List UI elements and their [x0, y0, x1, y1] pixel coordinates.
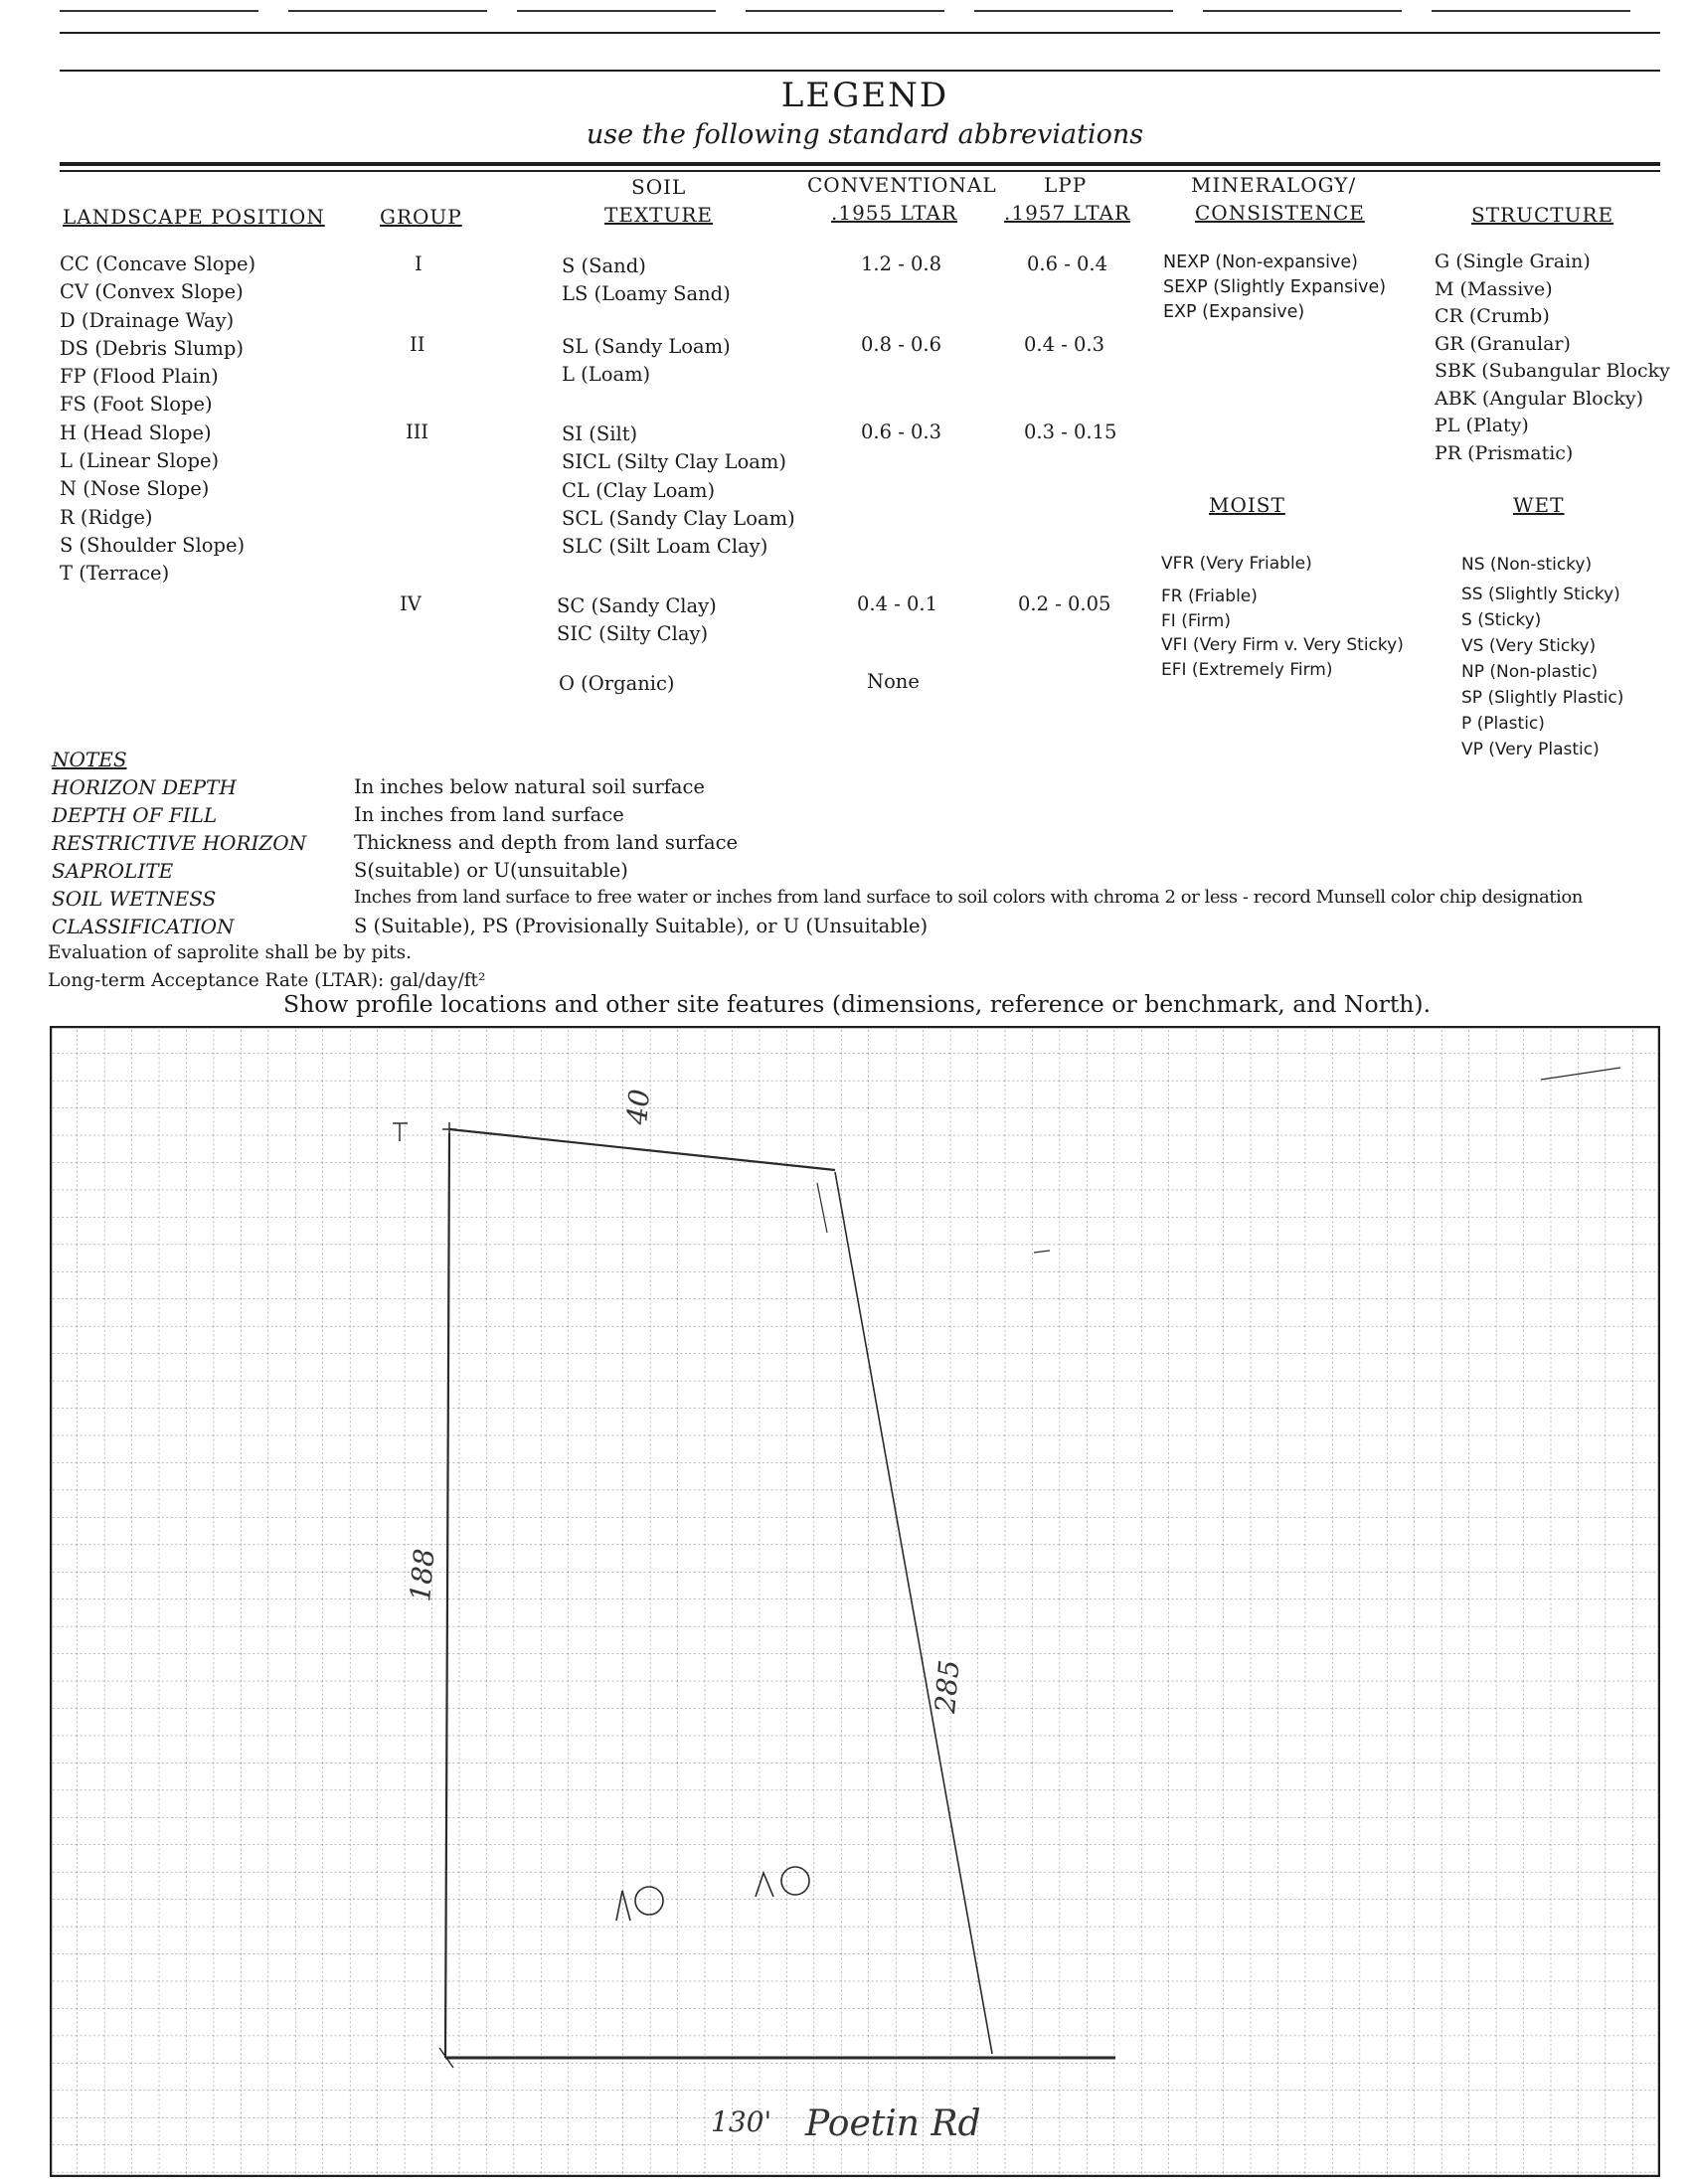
note-label: SAPROLITE	[52, 859, 174, 883]
list-item: VP (Very Plastic)	[1461, 740, 1600, 759]
header-group: GROUP	[380, 205, 462, 229]
conventional-ltar-value: 0.4 - 0.1	[857, 592, 938, 615]
note-label: DEPTH OF FILL	[52, 803, 218, 827]
texture-list	[562, 252, 731, 309]
sketch-instruction: Show profile locations and other site features (dimensions, reference or benchmark, and North).	[283, 990, 1432, 1018]
dimension-top-label: 40	[620, 1088, 657, 1126]
list-item: D (Drainage Way)	[60, 308, 235, 332]
dimension-right-label: 285	[929, 1658, 966, 1715]
grid-fill	[50, 1026, 1660, 2177]
road-label: Poetin Rd	[805, 2103, 981, 2144]
texture-organic: O (Organic)	[559, 672, 675, 695]
note-value: In inches from land surface	[354, 803, 624, 826]
conventional-ltar-value: None	[867, 670, 920, 693]
texture-list	[562, 420, 795, 561]
legend-title: LEGEND	[780, 76, 949, 115]
list-item: SI (Silt)	[562, 422, 638, 445]
note-value: S(suitable) or U(unsuitable)	[354, 859, 628, 882]
list-item: ABK (Angular Blocky)	[1435, 387, 1643, 410]
structure-list	[1435, 249, 1670, 467]
legend-subtitle: use the following standard abbreviations	[586, 119, 1144, 150]
header-consistence: CONSISTENCE	[1195, 201, 1365, 225]
header-lpp-ltar: .1957 LTAR	[1004, 201, 1131, 225]
group-label: III	[406, 420, 429, 443]
header-conventional: CONVENTIONAL	[807, 173, 997, 197]
header-soil: SOIL	[631, 175, 687, 199]
list-item: SEXP (Slightly Expansive)	[1163, 277, 1387, 297]
group-label: IV	[400, 592, 422, 615]
note-value: S (Suitable), PS (Provisionally Suitable), or U (Unsuitable)	[354, 915, 929, 937]
note-value: In inches below natural soil surface	[354, 775, 705, 798]
lpp-ltar-value: 0.3 - 0.15	[1024, 420, 1117, 443]
top-rule	[60, 32, 1660, 34]
dimension-bottom-label: 130'	[711, 2105, 772, 2138]
saprolite-note: Evaluation of saprolite shall be by pits.	[48, 942, 413, 963]
list-item: L (Loam)	[562, 363, 651, 387]
conventional-ltar-value: 0.6 - 0.3	[861, 420, 942, 443]
landscape-position-list	[60, 251, 255, 588]
list-item: SICL (Silty Clay Loam)	[562, 450, 787, 474]
list-item: EXP (Expansive)	[1163, 302, 1305, 322]
list-item: CC (Concave Slope)	[60, 252, 256, 275]
group-label: II	[410, 333, 425, 356]
notes-heading: NOTES	[52, 748, 127, 771]
list-item: VS (Very Sticky)	[1461, 636, 1597, 656]
list-item: SL (Sandy Loam)	[562, 335, 731, 358]
list-item: NP (Non-plastic)	[1461, 662, 1599, 682]
moist-item: VFR (Very Friable)	[1161, 554, 1312, 574]
note-label: RESTRICTIVE HORIZON	[52, 831, 307, 855]
list-item: T (Terrace)	[60, 562, 170, 586]
texture-list	[557, 592, 717, 649]
list-item: M (Massive)	[1435, 277, 1553, 300]
list-item: GR (Granular)	[1435, 332, 1571, 355]
list-item: SBK (Subangular Blocky	[1435, 360, 1670, 382]
list-item: VFI (Very Firm v. Very Sticky)	[1161, 635, 1404, 655]
list-item: CV (Convex Slope)	[60, 280, 244, 304]
lpp-ltar-value: 0.2 - 0.05	[1018, 592, 1111, 615]
list-item: N (Nose Slope)	[60, 477, 210, 501]
lpp-ltar-value: 0.6 - 0.4	[1027, 252, 1108, 275]
list-item: SIC (Silty Clay)	[557, 622, 709, 646]
list-item: CL (Clay Loam)	[562, 478, 716, 502]
list-item: SP (Slightly Plastic)	[1461, 688, 1624, 708]
list-item: LS (Loamy Sand)	[562, 282, 731, 306]
note-label: HORIZON DEPTH	[52, 775, 237, 799]
header-landscape-position: LANDSCAPE POSITION	[63, 205, 325, 229]
list-item: CR (Crumb)	[1435, 305, 1550, 327]
list-item: FI (Firm)	[1161, 610, 1231, 631]
list-item: S (Sticky)	[1461, 610, 1542, 630]
list-item: L (Linear Slope)	[60, 449, 220, 473]
note-value: Thickness and depth from land surface	[354, 831, 739, 854]
list-item: S (Sand)	[562, 254, 646, 277]
header-mineralogy: MINERALOGY/	[1191, 173, 1357, 197]
list-item: FR (Friable)	[1161, 587, 1258, 606]
header-lpp: LPP	[1044, 173, 1088, 197]
legend-rule-thick	[60, 162, 1660, 166]
sketch-canvas	[50, 1026, 1660, 2177]
list-item: S (Shoulder Slope)	[60, 533, 246, 557]
list-item: H (Head Slope)	[60, 420, 212, 444]
texture-list	[562, 333, 731, 390]
note-value: Inches from land surface to free water or inches from land surface to soil colors with chroma 2 or less - record Munsell color chip designation	[354, 887, 1583, 908]
conventional-ltar-value: 1.2 - 0.8	[861, 252, 942, 275]
header-structure: STRUCTURE	[1471, 203, 1614, 227]
legend-rule-thin	[60, 170, 1660, 172]
ltar-note: Long-term Acceptance Rate (LTAR): gal/day/ft²	[48, 970, 486, 991]
header-texture: TEXTURE	[604, 203, 714, 227]
mineralogy-list	[1163, 251, 1386, 325]
list-item: P (Plastic)	[1461, 714, 1545, 734]
list-item: NEXP (Non-expansive)	[1163, 252, 1358, 272]
list-item: PR (Prismatic)	[1435, 441, 1574, 464]
list-item: G (Single Grain)	[1435, 251, 1591, 272]
header-wet: WET	[1513, 493, 1565, 517]
list-item: SC (Sandy Clay)	[557, 594, 717, 617]
top-rule-2	[60, 70, 1660, 72]
list-item: PL (Platy)	[1435, 415, 1529, 436]
top-dashed-rule	[60, 10, 1660, 12]
wet-list	[1461, 552, 1623, 762]
note-label: CLASSIFICATION	[52, 915, 235, 938]
header-moist: MOIST	[1209, 493, 1285, 517]
header-conventional-ltar: .1955 LTAR	[831, 201, 958, 225]
dimension-left-label: 188	[404, 1547, 441, 1603]
moist-list	[1161, 585, 1404, 682]
list-item: FP (Flood Plain)	[60, 365, 219, 389]
site-sketch-grid	[50, 1026, 1660, 2177]
list-item: NS (Non-sticky)	[1461, 555, 1593, 575]
list-item: DS (Debris Slump)	[60, 336, 244, 360]
list-item: SS (Slightly Sticky)	[1461, 585, 1620, 604]
list-item: FS (Foot Slope)	[60, 393, 213, 417]
list-item: SLC (Silt Loam Clay)	[562, 535, 768, 559]
list-item: EFI (Extremely Firm)	[1161, 659, 1333, 680]
list-item: R (Ridge)	[60, 505, 153, 529]
list-item: SCL (Sandy Clay Loam)	[562, 506, 795, 530]
note-label: SOIL WETNESS	[52, 887, 217, 911]
conventional-ltar-value: 0.8 - 0.6	[861, 333, 942, 356]
group-label: I	[415, 252, 423, 275]
lpp-ltar-value: 0.4 - 0.3	[1024, 333, 1105, 356]
